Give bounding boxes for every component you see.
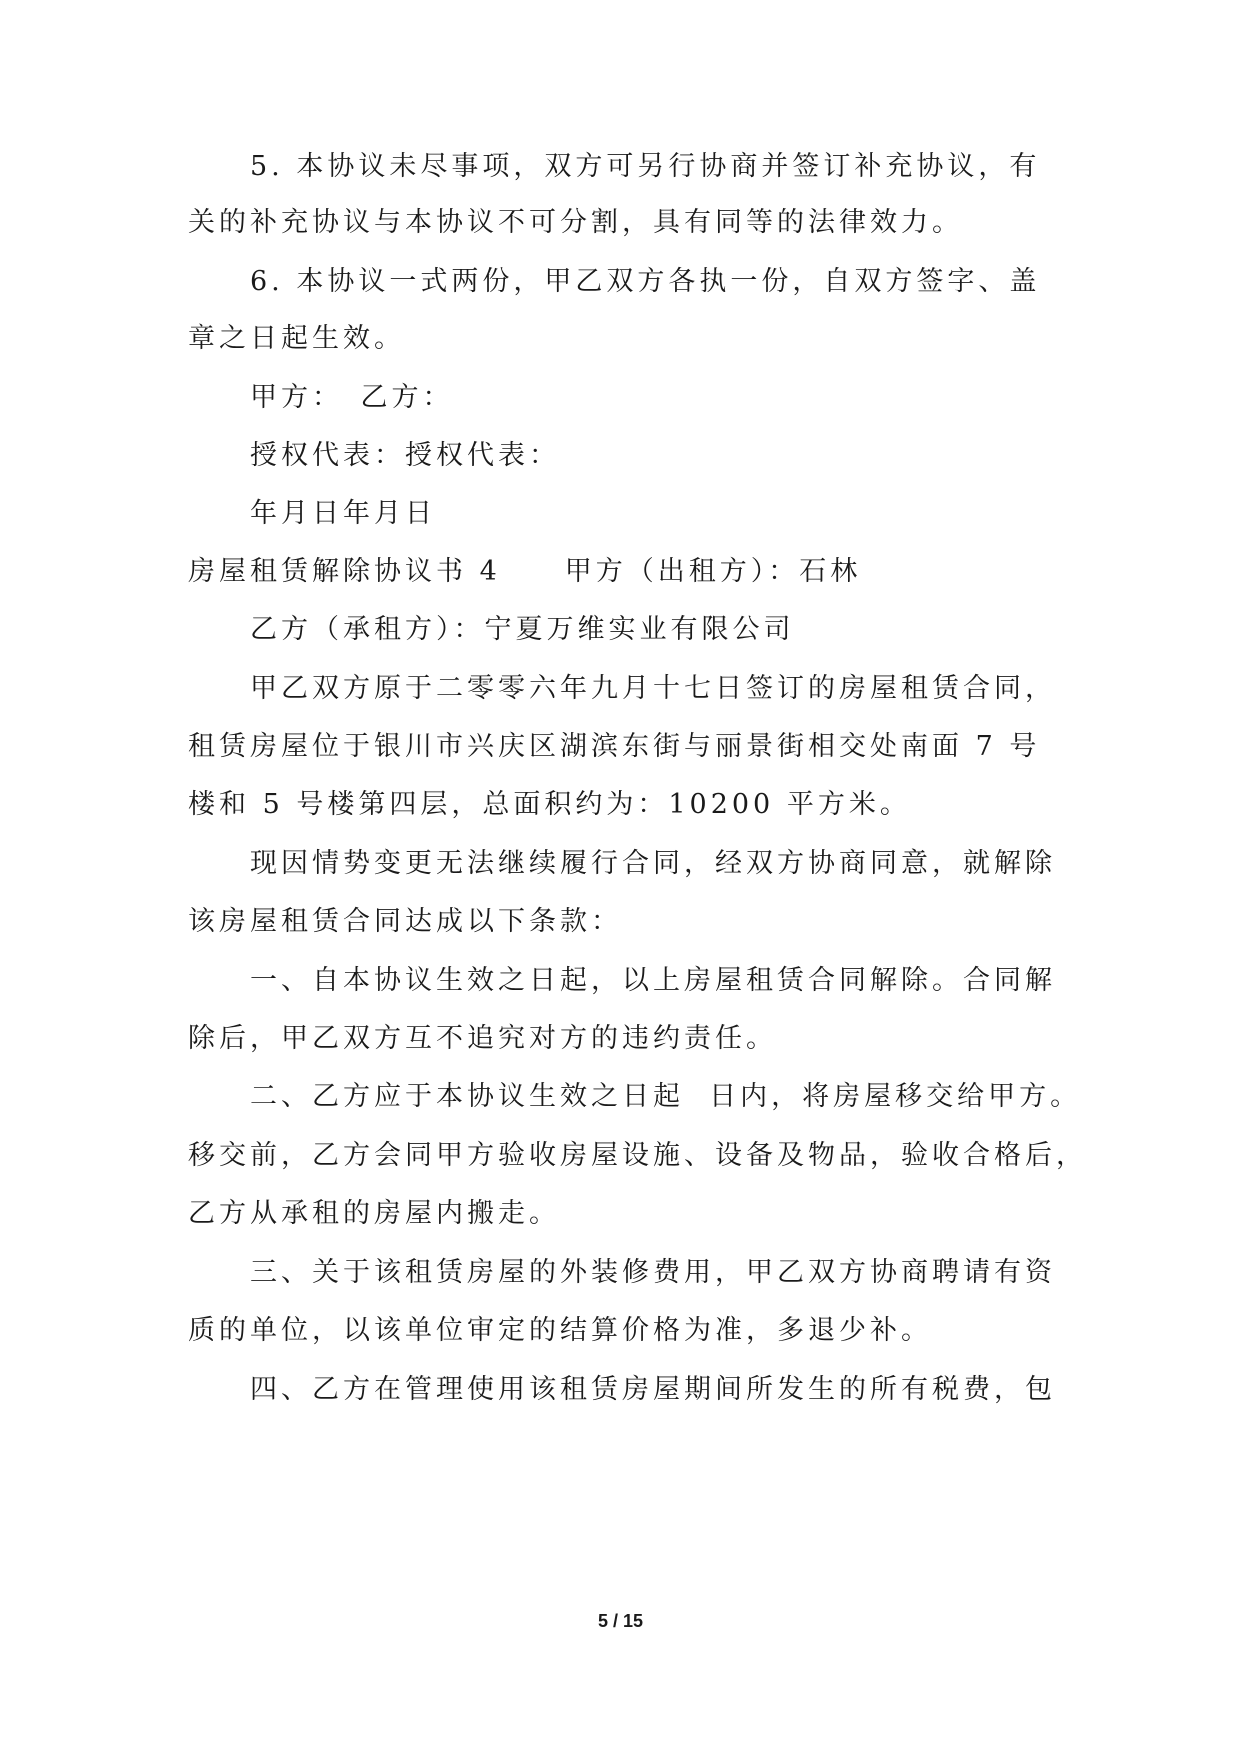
paragraph-6-line-1: 6. 本协议一式两份，甲乙双方各执一份，自双方签字、盖 [250,266,1041,297]
page-number: 5 / 15 [597,1611,644,1631]
background-line-3: 楼和 5 号楼第四层，总面积约为：10200 平方米。 [188,789,911,820]
agreement-heading-line [0,552,1241,592]
clause-1-line-1: 一、自本协议生效之日起，以上房屋租赁合同解除。合同解 [250,965,1056,996]
clause-2-line-3: 乙方从承租的房屋内搬走。 [188,1198,560,1229]
clause-3-line-1: 三、关于该租赁房屋的外装修费用，甲乙双方协商聘请有资 [250,1257,1056,1288]
reason-line-2: 该房屋租赁合同达成以下条款： [188,906,622,937]
background-line-2: 租赁房屋位于银川市兴庆区湖滨东街与丽景街相交处南面 7 号 [188,731,1041,762]
lessor-line: 甲方（出租方）：石林 [564,556,862,587]
authorized-rep-line: 授权代表：授权代表： [250,440,560,471]
clause-2-line-1: 二、乙方应于本协议生效之日起 日内，将房屋移交给甲方。 [250,1081,1082,1112]
background-line-1: 甲乙双方原于二零零六年九月十七日签订的房屋租赁合同， [250,673,1056,704]
paragraph-5-line-1: 5. 本协议未尽事项，双方可另行协商并签订补充协议，有 [250,151,1041,182]
lessee-line: 乙方（承租方）：宁夏万维实业有限公司 [250,614,795,645]
party-signature-line: 甲方： 乙方： [250,382,454,413]
paragraph-6-line-2: 章之日起生效。 [188,323,405,354]
date-line: 年月日年月日 [250,498,436,529]
reason-line-1: 现因情势变更无法继续履行合同，经双方协商同意，就解除 [250,848,1056,879]
paragraph-5-line-2: 关的补充协议与本协议不可分割，具有同等的法律效力。 [188,207,963,238]
clause-1-line-2: 除后，甲乙双方互不追究对方的违约责任。 [188,1023,777,1054]
clause-4-line-1: 四、乙方在管理使用该租赁房屋期间所发生的所有税费，包 [250,1374,1056,1405]
clause-3-line-2: 质的单位，以该单位审定的结算价格为准，多退少补。 [188,1315,932,1346]
agreement-title: 房屋租赁解除协议书 4 [188,556,501,587]
clause-2-line-2: 移交前，乙方会同甲方验收房屋设施、设备及物品，验收合格后， [188,1140,1087,1171]
